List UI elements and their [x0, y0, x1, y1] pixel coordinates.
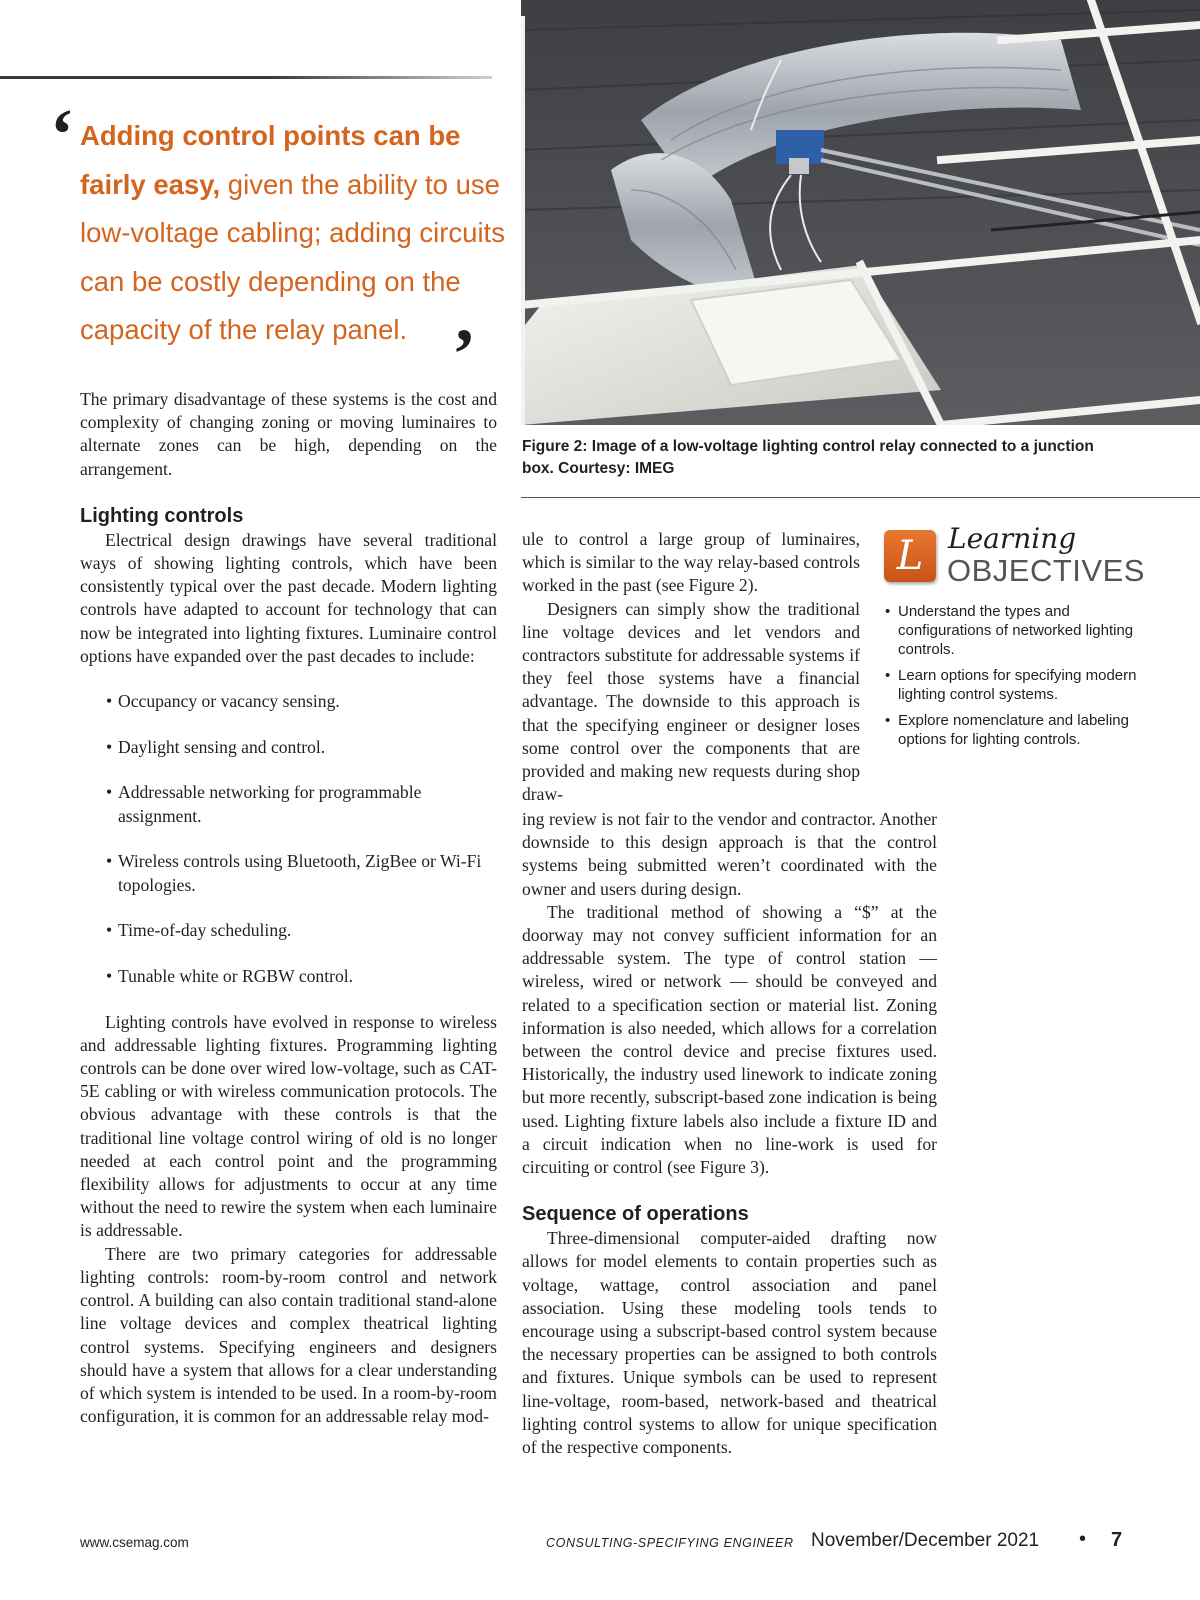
footer-issue-date: November/December 2021 — [811, 1530, 1040, 1551]
list-item: • Understand the types and configurations of networked lighting controls. — [884, 602, 1146, 659]
list-item: • Daylight sensing and control. — [106, 736, 497, 759]
footer-website-link[interactable]: www.csemag.com — [80, 1535, 189, 1550]
top-divider-rule — [0, 76, 492, 79]
list-item: • Explore nomenclature and labeling options for lighting controls. — [884, 711, 1146, 749]
paragraph: ing review is not fair to the vendor and contractor. Another downside to this design approach is that the control systems being submitted weren’t coordinated with the owner and users during design. — [522, 809, 937, 899]
open-quote-mark: ‘ — [50, 94, 74, 174]
paragraph: Electrical design drawings have several traditional ways of showing lighting controls, which have been consistently typical over the past decade. Modern lighting controls have adapted to account for technology that can now be integrated into lighting fixtures. Luminaire control options have expanded over the past decades to include: — [80, 529, 497, 666]
list-item: • Wireless controls using Bluetooth, ZigBee or Wi-Fi topologies. — [106, 850, 497, 896]
footer-magazine-name: CONSULTING-SPECIFYING ENGINEER — [546, 1536, 794, 1550]
caption-divider-rule — [521, 497, 1200, 498]
paragraph: ule to control a large group of luminaires, which is similar to the way relay-based controls worked in the past (see Figure 2). — [522, 529, 860, 596]
ceiling-relay-photo-illustration — [521, 0, 1200, 425]
pull-quote-rest: given the ability to use low-voltage cabling; adding circuits can be costly depending on the capacity of the relay panel. — [80, 168, 505, 345]
page-number: 7 — [1111, 1529, 1123, 1551]
article-column-1 — [80, 388, 497, 1428]
list-item: • Time-of-day scheduling. — [106, 919, 497, 942]
list-item: • Occupancy or vacancy sensing. — [106, 690, 497, 713]
figure-2-caption: Figure 2: Image of a low-voltage lighting control relay connected to a junction box. Courtesy: IMEG — [522, 438, 1094, 477]
article-column-2-narrow — [522, 528, 860, 806]
list-item: • Learn options for specifying modern lighting control systems. — [884, 666, 1146, 704]
article-column-2 — [522, 808, 937, 1459]
badge-letter: L — [896, 533, 924, 579]
paragraph: The traditional method of showing a “$” at the doorway may not convey sufficient information for an addressable system. The type of control station — wireless, wired or network — should be conveyed and related to a specification section or material list. Zoning information is also needed, which allows for a correlation between the control device and precise fixtures used. Historically, the industry used linework to indicate zoning but more recently, subscript-based zone indication is being used. Lighting fixture labels also include a fixture ID and a circuit indication when no line-work is used for circuiting or control (see Figure 3). — [522, 901, 937, 1178]
footer-separator: • — [1079, 1528, 1087, 1550]
paragraph: There are two primary categories for addressable lighting controls: room-by-room control and network control. A building can also contain traditional stand-alone line voltage devices and complex theatrical lighting control systems. Specifying engineers and designers should have a system that allows for a clear understanding of which system is intended to be used. In a room-by-room configuration, it is common for an addressable relay mod- — [80, 1243, 497, 1427]
paragraph-intro: The primary disadvantage of these systems is the cost and complexity of changing zoning or moving luminaires to alternate zones can be high, depending on the arrangement. — [80, 389, 497, 479]
learning-objectives-badge-icon — [884, 530, 936, 582]
control-options-list — [106, 690, 497, 988]
list-item: • Addressable networking for programmable assignment. — [106, 781, 497, 827]
figure-2-photo — [521, 0, 1200, 425]
paragraph: Three-dimensional computer-aided drafting now allows for model elements to contain properties such as voltage, wattage, control association and panel association. Using these modeling tools tends to encourage using a subscript-based control system because the necessary properties can be assigned to both controls and fixtures. Unique symbols can be used to represent line-voltage, room-based, network-based and theatrical lighting control systems to allow for unique specification of the respective components. — [522, 1228, 937, 1458]
list-item: • Tunable white or RGBW control. — [106, 965, 497, 988]
heading-lighting-controls: Lighting controls — [80, 504, 244, 527]
paragraph: Designers can simply show the traditional line voltage devices and let vendors and contractors substitute for addressable systems if they feel those systems have a financial advantage. The downside to this approach is that the specifying engineer or designer loses some control over the components that are provided and making new requests during shop draw- — [522, 598, 860, 805]
pull-quote-bold: Adding control points can be fairly easy, — [80, 120, 461, 200]
close-quote-mark: ’ — [452, 314, 476, 394]
learning-objectives-title-script: Learning — [948, 522, 1077, 555]
learning-objectives-title-caps: OBJECTIVES — [947, 553, 1145, 588]
paragraph: Lighting controls have evolved in response to wireless and addressable lighting fixtures. Programming lighting controls can be done over wired low-voltage, such as CAT-5E cabling or with wireless communication protocols. The obvious advantage with these controls is that the traditional line voltage control wiring of old is no longer needed at each control point and the programming flexibility allows for adjustments to occur at any time without the need to rewire the system when each luminaire is addressable. — [80, 1011, 497, 1241]
learning-objectives-list — [884, 602, 1146, 756]
heading-sequence-of-operations: Sequence of operations — [522, 1203, 749, 1226]
